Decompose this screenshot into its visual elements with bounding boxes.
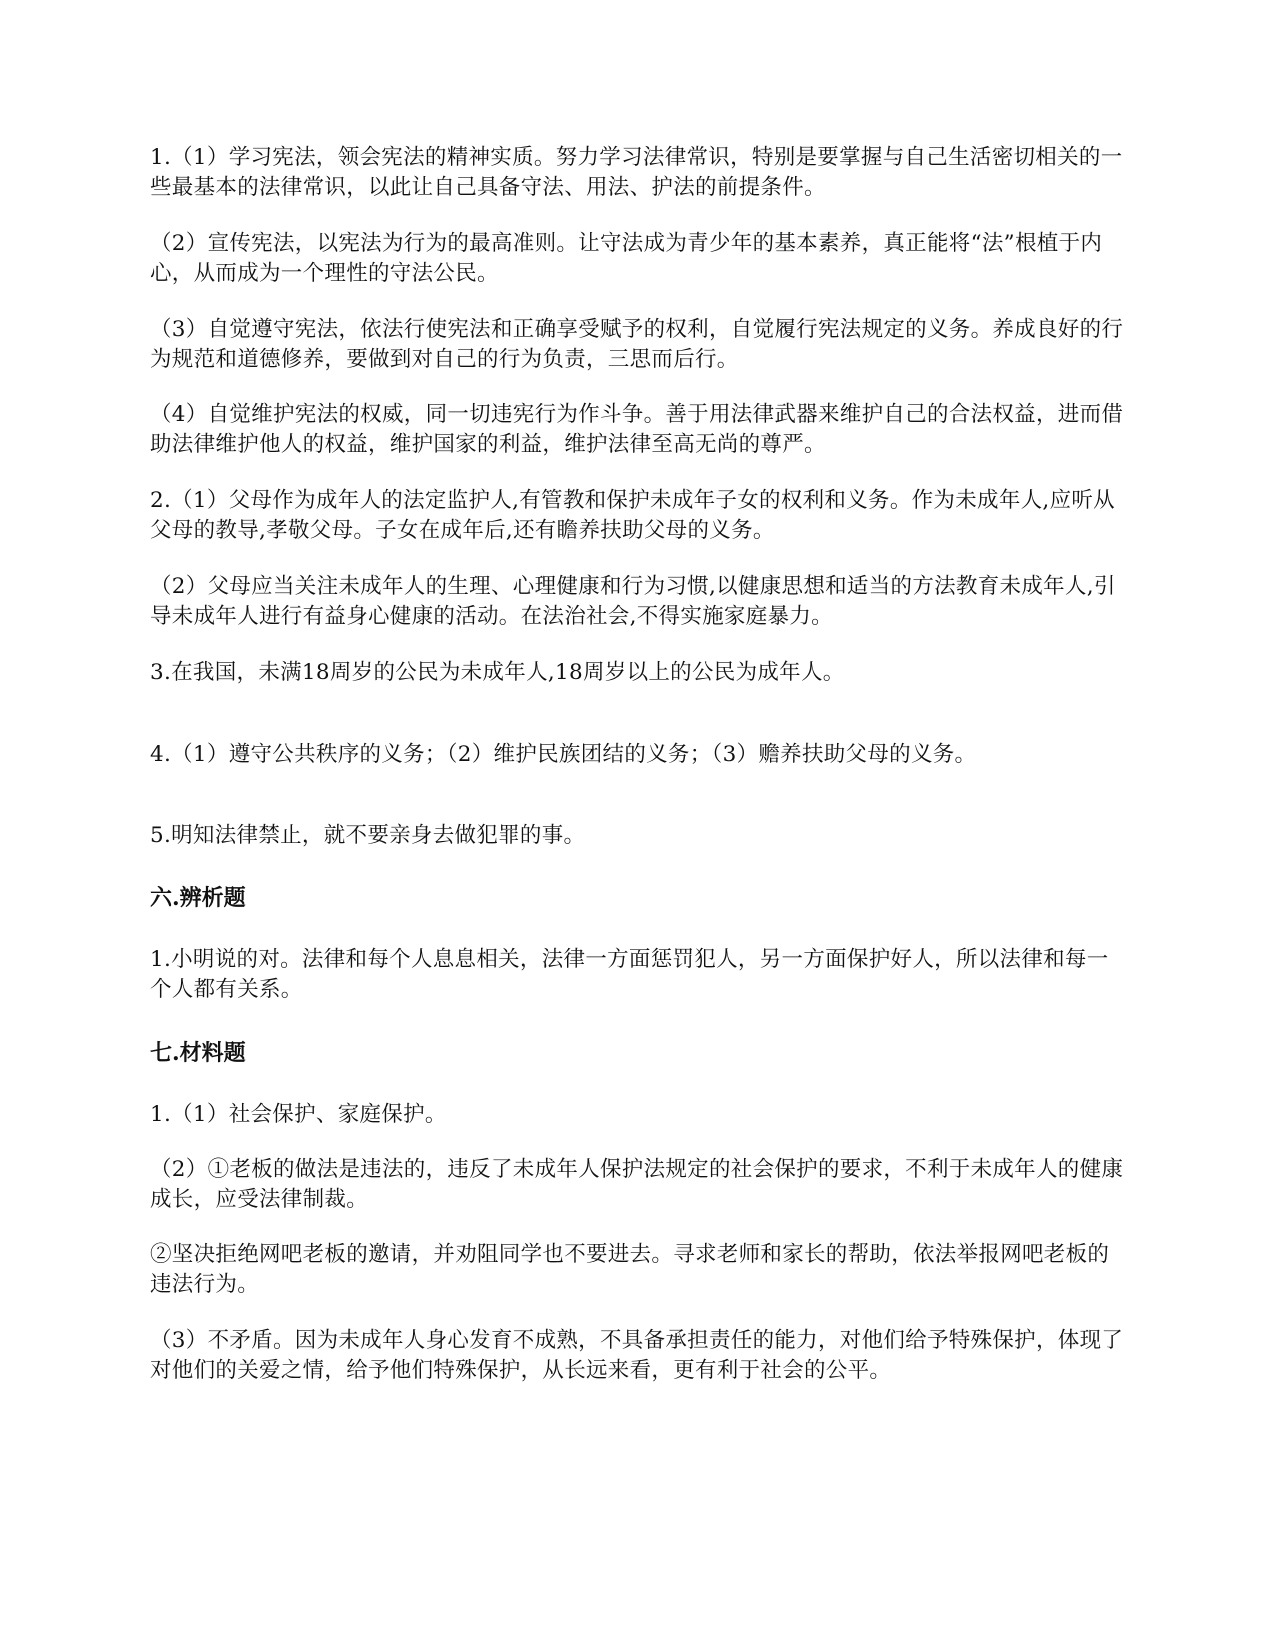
- answer-1-3: （3）自觉遵守宪法，依法行使宪法和正确享受赋予的权利，自觉履行宪法规定的义务。养成良好的行为规范和道德修养，要做到对自己的行为负责，三思而后行。: [150, 317, 1124, 372]
- section7-answer-1-3: （3）不矛盾。因为未成年人身心发育不成熟，不具备承担责任的能力，对他们给予特殊保护，体现了对他们的关爱之情，给予他们特殊保护，从长远来看，更有利于社会的公平。: [150, 1328, 1124, 1383]
- section-heading-7: 七.材料题: [150, 1040, 246, 1066]
- answer-1-2: （2）宣传宪法，以宪法为行为的最高准则。让守法成为青少年的基本素养，真正能将“法”根植于内心，从而成为一个理性的守法公民。: [150, 231, 1103, 286]
- answer-3: 3.在我国，未满18周岁的公民为未成年人,18周岁以上的公民为成年人。: [150, 660, 845, 685]
- answer-5: 5.明知法律禁止，就不要亲身去做犯罪的事。: [150, 823, 586, 848]
- answer-2-2: （2）父母应当关注未成年人的生理、心理健康和行为习惯,以健康思想和适当的方法教育未成年人,引导未成年人进行有益身心健康的活动。在法治社会,不得实施家庭暴力。: [150, 574, 1116, 629]
- section-heading-6: 六.辨析题: [150, 885, 246, 911]
- document-page: [150, 0, 1125, 1650]
- answer-1-1: 1.（1）学习宪法，领会宪法的精神实质。努力学习法律常识，特别是要掌握与自己生活密切相关的一些最基本的法律常识，以此让自己具备守法、用法、护法的前提条件。: [150, 145, 1123, 200]
- answer-2-1: 2.（1）父母作为成年人的法定监护人,有管教和保护未成年子女的权利和义务。作为未成年人,应听从父母的教导,孝敬父母。子女在成年后,还有瞻养扶助父母的义务。: [150, 488, 1115, 543]
- section7-answer-1-2: （2）①老板的做法是违法的，违反了未成年人保护法规定的社会保护的要求，不利于未成年人的健康成长，应受法律制裁。: [150, 1157, 1124, 1212]
- section7-answer-1-1: 1.（1）社会保护、家庭保护。: [150, 1102, 447, 1127]
- answer-4: 4.（1）遵守公共秩序的义务；（2）维护民族团结的义务；（3）赡养扶助父母的义务。: [150, 742, 977, 767]
- answer-1-4: （4）自觉维护宪法的权威，同一切违宪行为作斗争。善于用法律武器来维护自己的合法权益，进而借助法律维护他人的权益，维护国家的利益，维护法律至高无尚的尊严。: [150, 402, 1124, 457]
- section6-answer-1: 1.小明说的对。法律和每个人息息相关，法律一方面惩罚犯人，另一方面保护好人，所以法律和每一个人都有关系。: [150, 947, 1109, 1002]
- section7-answer-1-2-b: ②坚决拒绝网吧老板的邀请，并劝阻同学也不要进去。寻求老师和家长的帮助，依法举报网吧老板的违法行为。: [150, 1242, 1110, 1297]
